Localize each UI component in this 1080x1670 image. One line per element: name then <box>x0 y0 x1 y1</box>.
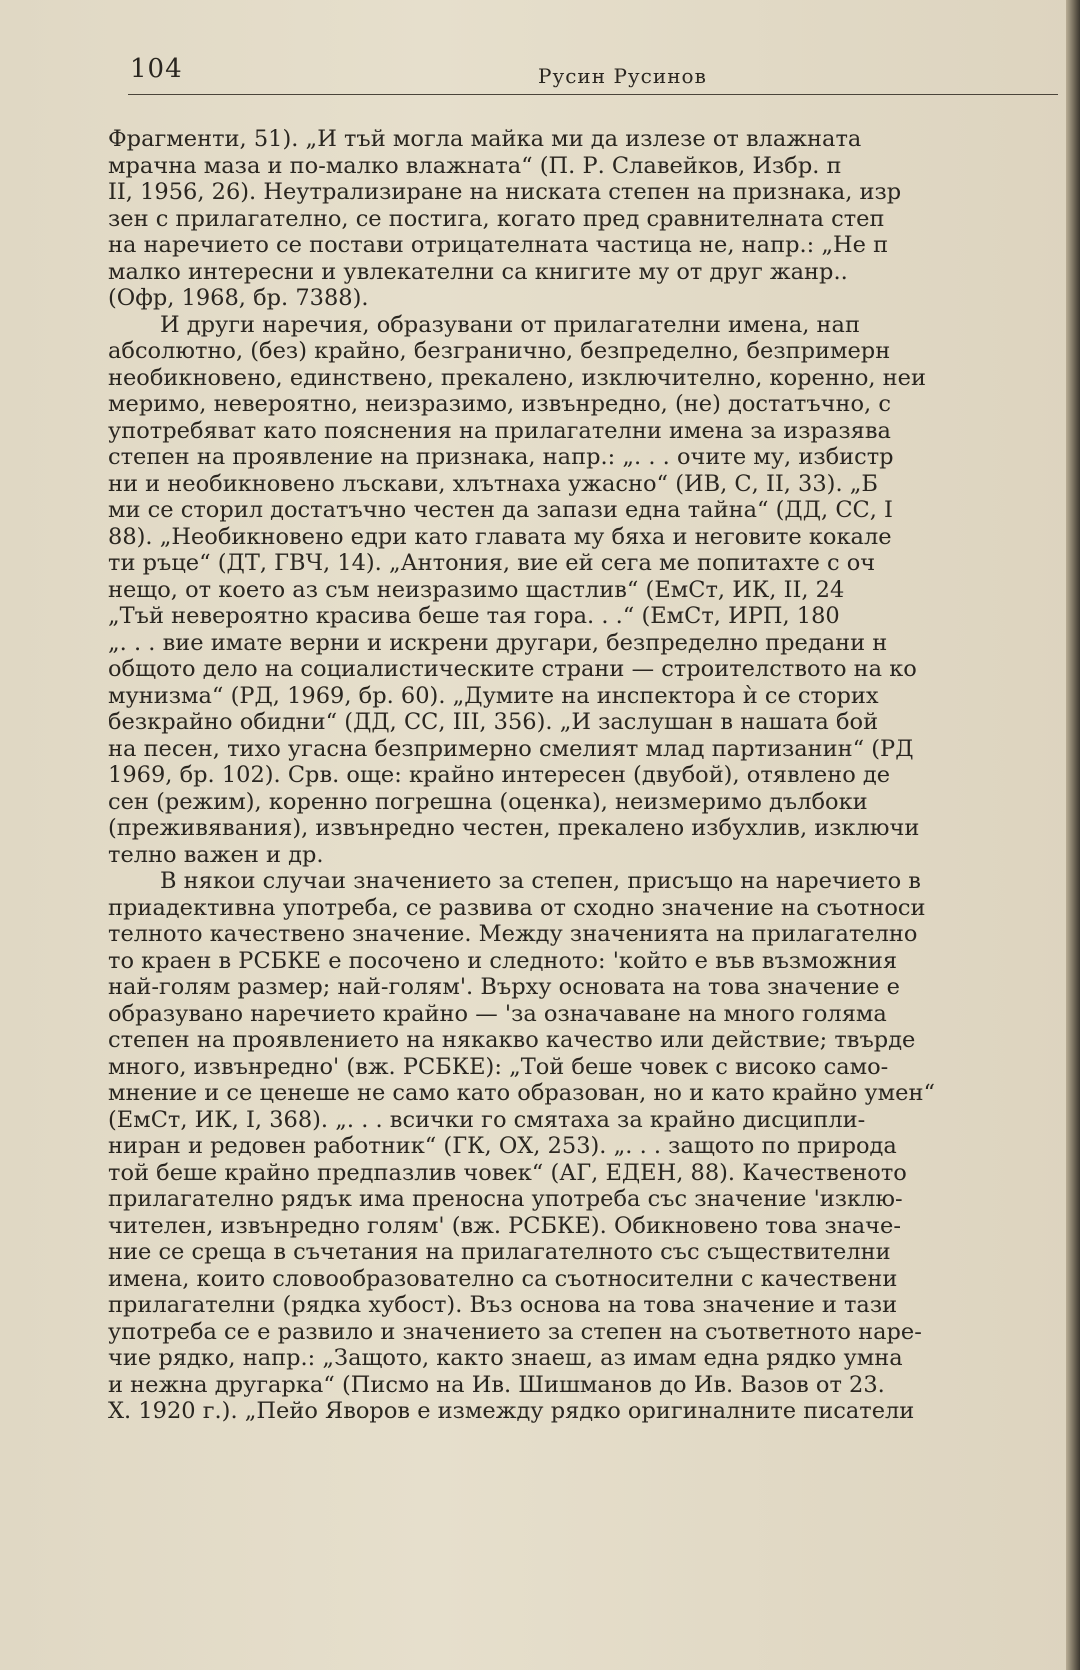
text-line: образувано наречието крайно — 'за означаване на много голяма <box>108 1000 887 1027</box>
text-line: употреба се е развило и значението за степен на съответното наре- <box>108 1318 922 1345</box>
text-line: степен на проявление на признака, напр.: „. . . очите му, избистр <box>108 444 894 470</box>
text-line: X. 1920 г.). „Пейо Яворов е измежду рядко оригиналните писатели <box>108 1398 915 1424</box>
text-line: ми се сторил достатъчно честен да запази една тайна“ (ДД, СС, I <box>108 497 893 523</box>
running-title: Русин Русинов <box>538 64 707 88</box>
text-line: много, извънредно' (вж. РСБКЕ): „Той беше човек с високо само- <box>108 1053 889 1080</box>
text-line: употребяват като пояснения на прилагателни имена за изразява <box>108 417 891 444</box>
binding-edge <box>1066 0 1080 1670</box>
text-line: приадективна употреба, се развива от сходно значение на съотноси <box>108 894 926 921</box>
text-line: „Тъй невероятно красива беше тая гора. . .“ (ЕмСт, ИРП, 180 <box>108 603 840 629</box>
text-line: (Офр, 1968, бр. 7388). <box>108 285 369 311</box>
page-number: 104 <box>130 54 183 84</box>
text-line: необикновено, единствено, прекалено, изключително, коренно, неи <box>108 364 926 391</box>
text-line: 1969, бр. 102). Срв. още: крайно интересен (двубой), отявлено де <box>108 762 891 788</box>
text-line: мрачна маза и по-малко влажната“ (П. Р. Славейков, Избр. п <box>108 152 842 179</box>
text-line: меримо, невероятно, неизразимо, извънредно, (не) достатъчно, с <box>108 391 891 417</box>
text-line: той беше крайно предпазлив човек“ (АГ, ЕДЕН, 88). Качественото <box>108 1159 907 1186</box>
text-line: (ЕмСт, ИК, I, 368). „. . . всички го смятаха за крайно дисципли- <box>108 1106 866 1133</box>
text-line: прилагателно рядък има преносна употреба със значение 'изклю- <box>108 1186 903 1212</box>
text-line: „. . . вие имате верни и искрени другари, безпределно предани н <box>108 629 888 656</box>
text-line: 88). „Необикновено едри като главата му бяха и неговите кокале <box>108 523 892 550</box>
text-line: степен на проявлението на някакво качество или действие; твърде <box>108 1027 916 1053</box>
text-line: чие рядко, напр.: „Защото, както знаеш, аз имам една рядко умна <box>108 1345 903 1371</box>
text-line: II, 1956, 26). Неутрализиране на ниската степен на признака, изр <box>108 179 902 205</box>
text-line: телно важен и др. <box>108 841 324 868</box>
text-line: прилагателни (рядка хубост). Въз основа на това значение и тази <box>108 1292 898 1318</box>
text-line: зен с прилагателно, се постига, когато пред сравнителната степ <box>108 205 885 232</box>
text-line: имена, които словообразователно са съотносителни с качествени <box>108 1265 898 1292</box>
text-line: ти ръце“ (ДТ, ГВЧ, 14). „Антония, вие ей сега ме попитахте с оч <box>108 550 876 576</box>
text-line: безкрайно обидни“ (ДД, СС, III, 356). „И заслушан в нашата бой <box>108 709 879 735</box>
text-line: нещо, от което аз съм неизразимо щастлив“ (ЕмСт, ИК, II, 24 <box>108 576 845 603</box>
text-line: ни и необикновено лъскави, хлътнаха ужасно“ (ИВ, С, II, 33). „Б <box>108 470 878 497</box>
text-line: общото дело на социалистическите страни — строителството на ко <box>108 656 917 682</box>
text-line: абсолютно, (без) крайно, безгранично, безпределно, безпримерн <box>108 338 891 364</box>
text-line: малко интересни и увлекателни са книгите му от друг жанр.. <box>108 258 848 285</box>
text-line: сен (режим), коренно погрешна (оценка), неизмеримо дълбоки <box>108 788 868 815</box>
text-line: ние се среща в съчетания на прилагателното със съществителни <box>108 1239 891 1265</box>
text-line: и нежна другарка“ (Писмо на Ив. Шишманов до Ив. Вазов от 23. <box>108 1371 885 1398</box>
paragraph <box>108 868 1068 1425</box>
paragraph <box>108 126 1068 312</box>
text-line: ниран и редовен работник“ (ГК, ОХ, 253). „. . . защото по природа <box>108 1133 897 1159</box>
text-line: Фрагменти, 51). „И тъй могла майка ми да излезе от влажната <box>108 126 862 152</box>
text-line: чителен, извънредно голям' (вж. РСБКЕ). Обикновено това значе- <box>108 1212 901 1239</box>
text-line: мнение и се ценеше не само като образован, но и като крайно умен“ <box>108 1080 935 1106</box>
text-line: най-голям размер; най-голям'. Върху основата на това значение е <box>108 974 900 1000</box>
text-line: на песен, тихо угасна безпримерно смелият млад партизанин“ (РД <box>108 735 914 762</box>
paragraph <box>108 312 1068 869</box>
text-line: В някои случаи значението за степен, присъщо на наречието в <box>160 868 921 894</box>
text-line: мунизма“ (РД, 1969, бр. 60). „Думите на инспектора ѝ се сторих <box>108 682 879 709</box>
text-line: на наречието се постави отрицателната частица не, напр.: „Не п <box>108 232 889 258</box>
text-line: телното качествено значение. Между значенията на прилагателно <box>108 921 918 947</box>
text-line: (преживявания), извънредно честен, прекалено избухлив, изключи <box>108 815 920 841</box>
body-text <box>108 126 1068 1425</box>
text-line: то краен в РСБКЕ е посочено и следното: 'който е във възможния <box>108 947 898 974</box>
text-line: И други наречия, образувани от прилагателни имена, нап <box>160 311 860 338</box>
running-head <box>128 54 1058 95</box>
